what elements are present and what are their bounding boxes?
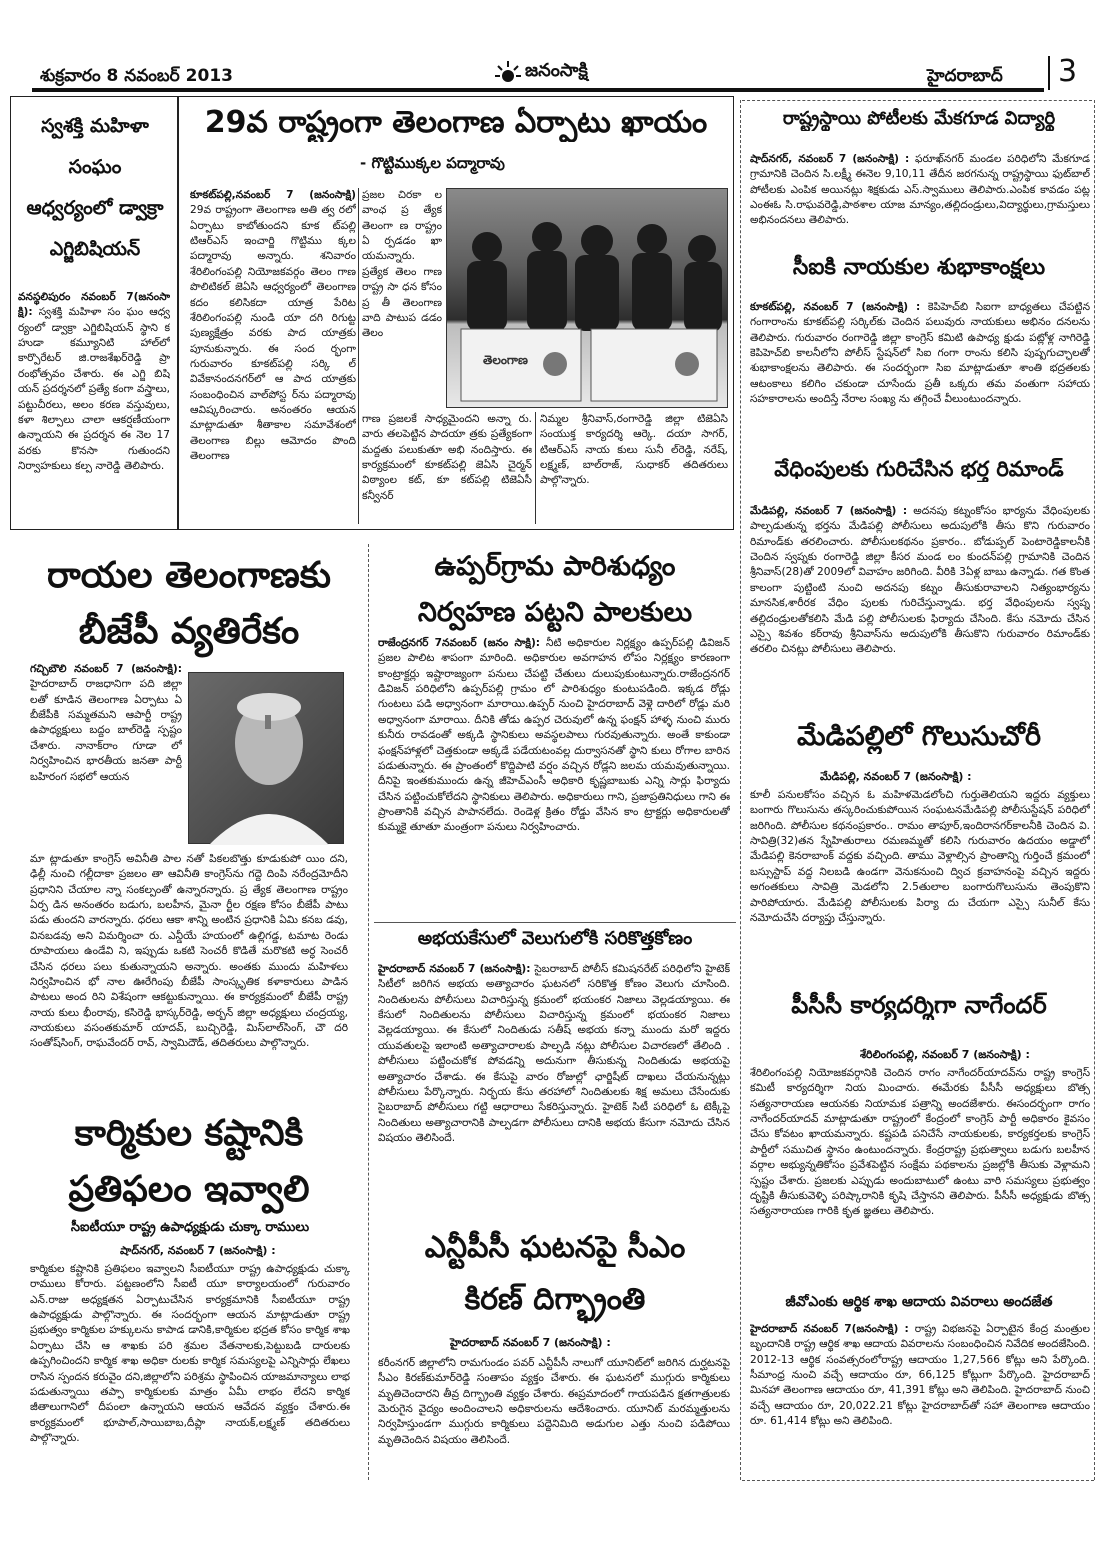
right-col-top-rule: [742, 100, 1092, 101]
telangana-byline: - గొట్టిముక్కల పద్మారావు: [360, 154, 505, 172]
rayala-narrow-text: హైదరాబాద్ రాజధానిగా పది జిల్లా లతో కూడిన తెలంగాణ ఏర్పాటు ఏ బీజేపీకి సమ్మతమని ఆపార్టీ రాష్ట్ర ఉపాధ్యక్షులు బద్దం బాల్‌రెడ్డి స్పష్టం చేశారు. నానాక్‌రాం గూడా లో నిర్వహించిన భారతీయ జనతా పార్టీ బహిరంగ సభలో ఆయన: [30, 678, 182, 783]
dwcra-headline: [14, 106, 176, 269]
uppar-headline-line1: ఉప్పర్‌గ్రామ పారిశుధ్యం: [434, 551, 676, 582]
sun-logo-icon: [495, 60, 521, 84]
uppar-dateline: రాజేంద్రనగర్ 7నవంబర్ (జనం సాక్షి):: [378, 637, 541, 649]
karmikula-subhead: సీఐటీయూ రాష్ట్ర ఉపాధ్యక్షుడు చుక్కా రాములు: [70, 1220, 310, 1235]
vedhimpulu-text: అదనపు కట్నంకోసం భార్యను వేధింపులకు పాల్పడుతున్న భర్తను మేడిపల్లి పోలీసులు అదుపులోకి తీసు కొని గురువారం రిమాండ్‌కు తరలించారు. పోలీసులకథనం ప్రకారం.. బోడుప్పల్ పెంటారెడ్డికాలనీకి చెందిన స్వప్నకు రంగారెడ్డి జిల్లా కీసర మండ లం కుందన్‌పల్లి గ్రామానికి చెందిన శ్రీనివాస్(28)తో 2009లో వివాహం జరిగింది. వీరికి 3ఏళ్ల బాబు ఉన్నాడు. గత కొంత కాలంగా పుట్టింటి నుంచి అదనపు కట్నం తీసుకురావాలని నిత్యంభార్యను మానసిక,శారీరక వేధిం పులకు గురిచేస్తున్నాడు. భర్త వేధింపులను స్వప్న తల్లిదండ్రులతోకలిసి మేడి పల్లి పోలీసులకు ఫిర్యాదు చేసింది. కేసు నమోదు చేసిన ఎస్సై శివశం కర్‌రావు శ్రీనివాస్‌ను అదుపులోకి తీసుకొని గురువారం రిమాండ్‌కు తరలిం చినట్లు పోలీసులు తెలిపారు.: [750, 505, 1090, 656]
page-number-divider: [1048, 56, 1050, 90]
paper-logo: [495, 58, 635, 86]
right-col-bottom-rule: [742, 1480, 1094, 1481]
ntpc-body: కరీంనగర్ జిల్లాలోని రామగుండం పవర్ ఎన్టీపీసీ నాలుగో యూనిట్‌లో జరిగిన దుర్ఘటనపై సీఎం కిరణ్‌కుమార్‌రెడ్డి సంతాపం వ్యక్తం చేశారు. ఈ ఘటనలో ముగ్గురు కార్మికులు మృతిచెందారని తీవ్ర దిగ్భ్రాంతి వ్యక్తం చేశారు. ఈప్రమాదంలో గాయపడిన క్షతగాత్రులకు మెరుగైన వైద్యం అందించాలని అధికారులను ఆదేశించారు. యూనిట్ మరమ్మత్తులను నిర్వహిస్తుండగా ముగ్గురు కార్మికులు పద్దెనిమిది అడుగుల ఎత్తు నుంచి పడిపోయి మృతిచెందిన విషయం తెలిసిందే.: [378, 1357, 730, 1446]
dwcra-text: స్వశక్తి మహిళా సం ఘం ఆధ్వ ర్యంలో డ్వాక్రా ఎగ్జిబిషియన్ స్థాని క హుడా కమ్యూనిటి హాల్‌లో కార్పొరేటర్ జి.రాజశేఖర్‌రెడ్డి ప్రా రంభోత్సవం చేశారు. ఈ ఎగ్జి బిషి యన్ ప్రదర్శనలో ప్రత్యే కంగా వస్త్రాలు, పట్టుచీరలు, అలం కరణ వస్తువులు, కళా శిల్పాలు చాలా ఆకర్షణీయంగా ఉన్నాయని ఈ ప్రదర్శన ఈ నెల 17 వరకు కొనసా గుతుందని నిర్వాహకులు కల్ప నారెడ్డి తెలిపారు.: [18, 306, 170, 472]
karmikula-headline-line2: ప్రతిఫలం ఇవ్వాలి: [68, 1168, 310, 1210]
portrait-icon: [189, 673, 345, 845]
rashtrasthayi-headline: రాష్ట్రస్థాయి పోటీలకు మేకగూడ విద్యార్థి: [782, 108, 1056, 129]
abhaya-body: [378, 962, 730, 1212]
seeki-headline: సీఐకి నాయకుల శుభాకాంక్షలు: [792, 255, 1046, 280]
right-col-right-rule: [1094, 100, 1095, 1480]
pcc-body: శేరిలింగంపల్లి నియోజకవర్గానికి చెందిన రాగం నాగేందర్‌యాదవ్‌ను రాష్ట్ర కాంగ్రెస్ కమిటీ కార్యదర్శిగా నియ మించారు. ఈమేరకు పీసీసీ అధ్యక్షులు బొత్స సత్యనారాయణ ఆయనకు నియామక పత్రాన్ని అందజేశారు. ఈసందర్భంగా రాగం నాగేందర్‌యాదవ్ మాట్లాడుతూ రాష్ట్రంలో కేంద్రంలో కాంగ్రెస్ పార్టీ అధికారం కైవసం చేసు కోవటం ఖాయమన్నారు. కష్టపడి పనిచేసే నాయకులకు, కార్యకర్తలకు కాంగ్రెస్ పార్టీలో సముచిత స్థానం ఉంటుందన్నారు. కేంద్రరాష్ట్ర ప్రభుత్వాలు బడుగు బలహీన వర్గాల అభ్యున్నతికోసం ప్రవేశపెట్టిన సంక్షేమ పథకాలను ప్రజల్లోకి తీసుకు వెళ్లామని స్పష్టం చేశారు. ప్రజలకు ఎప్పుడు అందుబాటులో ఉంటు వారి సమస్యలు ప్రభుత్వం దృష్టికి తీసుకువెళ్ళి పరిష్కారానికి కృషి చేస్తానని తెలిపారు. పీసీసీ అధ్యక్షుడు బొత్స సత్యనారాయణ గారికి కృత జ్ఞతలు తెలిపారు.: [750, 1067, 1090, 1218]
ntpc-headline: [374, 1222, 736, 1325]
karmikula-headline: [14, 1106, 364, 1218]
rayala-headline-line1: రాయల తెలంగాణకు: [46, 555, 331, 596]
vedhimpulu-body: [750, 504, 1090, 716]
telangana-col-rule-2: [535, 412, 536, 524]
paper-name: జనంసాక్షి: [525, 60, 588, 81]
vedhimpulu-headline: వేధింపులకు గురిచేసిన భర్త రిమాండ్: [774, 457, 1064, 481]
karmikula-dateline: షాద్‌నగర్, నవంబర్ 7 (జనంసాక్షి) :: [120, 1244, 276, 1257]
rashtrasthayi-text: ఫరూఖ్‌నగర్ మండల పరిధిలోని మేకగూడ గ్రామానికి చెందిన సి.లక్ష్మీ ఈనెల 9,10,11 తేదీన జరగనున్న రాష్ట్రస్థాయి ఫుట్‌బాల్ పోటీలకు ఎంపిక అయినట్లు శిక్షకుడు ఎస్.స్వాములు తెలిపారు.ఎంపిక కావడం పట్ల ఎంఈఓ సి.రాఘవరెడ్డి,పాఠశాల యాజ మాన్యం,తల్లిదండ్రులు,విద్యార్థులు,గ్రామస్తులు అభినందనలు తెలిపారు.: [750, 153, 1090, 227]
telangana-tail-col: గాణ ప్రజలకే సాధ్యమైందని అన్నా రు. వారు తలపెట్టిన పాదయా త్రకు ప్రత్యేకంగా మద్దతు పలుకుతూ అభి నందిస్తారు. ఈ కార్యక్రమంలో కూకట్‌పల్లి జెఏసి చైర్మన్ విఠ్యాంల కట్, కూ కట్‌పల్లి టిజెఏసీ కన్వీనర్: [362, 413, 532, 502]
group-people-icon: [447, 189, 729, 409]
geom-headline: జీవోఎంకు ఆర్థిక శాఖ ఆదాయ వివరాలు అందజేత: [785, 1294, 1053, 1310]
ntpc-dateline: హైదరాబాద్ నవంబర్ 7 (జనంసాక్షి) :: [450, 1336, 611, 1349]
rashtrasthayi-body: [750, 152, 1090, 244]
rayala-headline: [14, 548, 364, 660]
rashtrasthayi-dateline: షాద్‌నగర్, నవంబర్ 7 (జనంసాక్షి) :: [750, 153, 910, 165]
page-number: 3: [1058, 54, 1078, 89]
abhaya-headline: అభయకేసులో వెలుగులోకి సరికొత్తకోణం: [417, 928, 693, 949]
telangana-headline: 29వ రాష్ట్రంగా తెలంగాణ ఏర్పాటు ఖాయం: [204, 105, 708, 140]
rayala-body: మా ట్లాడుతూ కాంగ్రెస్ అవినీతి పాల నతో పికలబొత్తు కూడుకుపో యిం దని, ఢిల్లీ నుంచి గల్లీదాకా ప్రజలం తా ఆవినీతి కాంగ్రెస్‌ను గద్దె దింపి నరేంద్రమోదీని ప్రధానిని చేయాల న్నా సంకల్పంతో ఉన్నారన్నారు. ప్ర త్యేక తెలంగాణ రాష్ట్రం ఏర్ప డిన అనంతరం బడుగు, బలహీన, మైనా ర్టీల రక్షణ కోసం బీజేపీ పాటు పడు తుందని వారన్నారు. ధరలు ఆకా శాన్ని అంటిన ప్రధానికి ఏమి కనబ డవు, వినబడవు అని విమర్శించా రు. ఎన్డీయే హయంలో ఉల్లిగడ్డ, టమాట రెండు రూపాయలు ఉండేవి ని, ఇప్పుడు ఒకటి సెంచరీ కొడితే మరొకటి అర్ధ సెంచరీ చేసిన ధరలు పలు కుతున్నాయని అన్నారు. అంతకు ముందు మహిళలు నిర్వహించిన భో నాల ఊరేగింపు బీజేపీ సాంస్కృతిక కళాకారులు పాడిన పాటలు అంద రిని విశేషంగా ఆకట్టుకున్నాయి. ఈ కార్యక్రమంలో బీజేపీ రాష్ట్ర నాయ కులు భీంరావు, కసిరెడ్డి భాస్కర్‌రెడ్డి, అర్బన్ జిల్లా అధ్యక్షులు చంద్రయ్య, నాయకులు వసంతకుమార్ యాదవ్, బుచ్చిరెడ్డి, మిస్‌లాల్‌సింగ్, చౌ దరి సంతోష్‌సింగ్, రాఘవేందర్ రావ్, స్వామిదౌడ్, తదితరులు పాల్గొన్నారు.: [30, 853, 348, 1050]
rayala-headline-line2: బీజేపీ వ్యతిరేకం: [78, 610, 300, 652]
dwcra-body: [18, 290, 170, 525]
karmikula-headline-line1: కార్మికుల కష్టానికి: [74, 1113, 304, 1154]
karmikula-body: కార్మికుల కష్టానికి ప్రతిఫలం ఇవ్వాలని సీఐటీయూ రాష్ట్ర ఉపాధ్యక్షుడు చుక్కా రాములు కోరారు. పట్టణంలోని సీఐటీ యూ కార్యాలయంలో గురువారం ఎన్.రాజు అధ్యక్షతన ఏర్పాటుచేసిన కార్యక్రమానికి సీఐటీయూ రాష్ట్ర ఉపాధ్యక్షుడు పాల్గొన్నారు. ఈ సందర్భంగా ఆయన మాట్లాడుతూ రాష్ట్ర ప్రభుత్వం కార్మికుల హక్కులను కాపాడ డానికి,కార్మికుల భద్రత కోసం కార్మిక శాఖ ఏర్పాటు చేసి ఆ శాఖకు పరి శ్రమల వేతనాలకు,పెట్టుబడి దారులకు ఉప్పగించిందని కార్మిక శాఖ అధికా రులకు కార్మిక సమస్యలపై ఎన్నిసార్లు లేఖలు రాసిన స్పందన కరువైం దని,జిల్లాలోని పరిశ్రమ స్థాపించిన యాజమాన్యాలు లాభ పడుతున్నాయి తప్పా కార్మికులకు మాత్రం ఏమీ లాభం లేదని కార్మిక జీతాలుగానిలో దీపంలా ఉన్నాయని ఆయన ఆవేదన వ్యక్తం చేశారు.ఈ కార్యక్రమంలో భూపాల్,సాయిబాబ,దీప్లా నాయక్,లక్ష్మణ్ తదితరులు పాల్గొన్నారు.: [30, 1263, 350, 1444]
padyatra-poster-photo: [446, 188, 728, 408]
dwcra-headline-line4: ఎగ్జిబిషియన్: [49, 237, 141, 260]
geom-body: [750, 1322, 1090, 1478]
ntpc-headline-line1: ఎన్టీపీసీ ఘటనపై సీఎం: [424, 1230, 686, 1265]
dwcra-headline-line2: సంఘం: [68, 155, 122, 178]
telangana-col-rule: [358, 188, 359, 524]
uppar-body: [378, 636, 730, 918]
uppar-headline: [374, 544, 736, 637]
rayala-body-narrow: [30, 662, 182, 848]
rayala-dateline: గచ్చిబౌలి నవంబర్ 7 (జనంసాక్షి):: [30, 663, 182, 675]
uppar-bottom-rule: [374, 922, 736, 923]
dwcra-headline-line1: స్వశక్తి మహిళా: [41, 115, 149, 137]
masthead-rule: [32, 88, 1044, 92]
ntpc-headline-line2: కిరణ్ దిగ్భ్రాంతి: [464, 1281, 646, 1317]
seeki-body: [750, 300, 1090, 446]
pcc-headline: పీసీసీ కార్యదర్శిగా నాగేందర్: [791, 991, 1047, 1019]
city-name: హైదరాబాద్: [927, 66, 1003, 86]
geom-text: రాష్ట్ర విభజనపై ఏర్పాటైన కేంద్ర మంత్రుల బృందానికి రాష్ట్ర ఆర్థిక శాఖ ఆదాయ వివరాలను సంబంధించిన నివేదిక అందజేసింది. 2012-13 ఆర్థిక సంవత్సరంలోరాష్ట్ర ఆదాయం 1,27,566 కోట్లు అని పేర్కొంది. సీమాంధ్ర నుంచి వచ్చే ఆదాయం రూ, 66,125 కోట్లుగా పేర్కొంది. హైదరాబాద్ మినహా తెలంగాణ ఆదాయం రూ, 41,391 కోట్లు అని తెలిపింది. హైదరాబాద్ నుంచి వచ్చే ఆదాయం రూ, 20,022.21 కోట్లు హైదరాబాద్‌తో సహా తెలంగాణ ఆదాయం రూ. 61,414 కోట్లు అని తెలిపింది.: [750, 1323, 1090, 1428]
dwcra-headline-line3: ఆధ్వర్యంలో డ్వాక్రా: [26, 196, 164, 219]
dwcra-dateline: వనస్థలిపురం నవంబర్ 7(జనంసా క్షి):: [18, 291, 170, 319]
seeki-dateline: కూకట్‌పల్లి, నవంబర్ 7 (జనంసాక్షి) :: [750, 301, 921, 313]
uppar-text: నీటి అధికారుల నిర్లక్ష్యం ఉప్పర్‌పల్లి డివిజన్ ప్రజల పాలిట శాపంగా మారింది. అధికారుల అవగాహన లోపం నిర్లక్ష్యం కారణంగా కాంట్రాక్టర్లు ఇష్టారాజ్యంగా పనులు చేపట్టి చేతులు దులుపుకుంటున్నారు.రాజేంద్రనగర్ డివిజన్ పరిధిలోని ఉప్పర్‌పల్లి గ్రామం లో పారిశుధ్యం కుంటుపడింది. ఇక్కడ రోడ్లు గుంటలు పడి అధ్వానంగా మారాయి.ఉప్పర్ నుంచి హైదరాబాద్ వెళ్లె దారిలో రోడ్లు మరి అధ్వానంగా మారాయి. దీనికి తోడు ఉప్పర చెరువులో ఉన్న ఫంక్షన్ హాళ్ళ నుంచి మురు కునీరు రావడంతో అక్కడి స్థానికులు అవస్థలపాలు గురవుతున్నారు. అంతే కాకుండా ఫంక్షన్‌హాళ్లలో చెత్తకుండా అక్కడే పడేయటంవల్ల దుర్వాసనతో స్థాని కులు రోగాల బారిన పడుతున్నారు. ఈ ప్రాంతంలో కొద్దిపాటి వర్షం వచ్చిన రోడ్లని జలమ యమవుతున్నాయి. దీనిపై ఇంతకుముందు ఉన్న జీహెచ్ఎంసీ అధికారి కృష్ణబాబుకు ఎన్ని సార్లు ఫిర్యాదు చేసిన పట్టించుకోలేదని స్థానికులు తెలిపారు. అధికారులు గాని, ప్రజాప్రతినిధులు గాని ఈ ప్రాంతానికి వచ్చిన పాపానలేదు. రెండెళ్ల క్రితం రోడ్డు వేసిన కాం ట్రాక్టర్లు అధికారులతో కుమ్మకై తూతూ మంత్రంగా పనులు నిర్వహించారు.: [378, 637, 730, 834]
medipalli-headline: మేడిపల్లిలో గొలుసుచోరీ: [797, 721, 1041, 752]
abhaya-text: సైబరాబాద్ పోలీస్ కమిషనరేట్ పరిధిలోని హైటెక్ సిటీలో జరిగిన అభయ అత్యాచారం ఘటనలో సరికొత్త కోణం వెలుగు చూసింది. నిందితులను పోలీసులు విచారిస్తున్న క్రమంలో భయంకర నిజాలు వెల్లడయ్యాయి. ఈ కేసులో నిందితులను పోలీసులు విచారిస్తున్న క్రమంలో భయంకర నిజాలు వెల్లడయ్యాయి. ఈ కేసులో నిందితుడు సతీష్ అభయ కన్నా ముందు మరో ఇద్దరు యువతులపై ఇలాంటి అత్యాచారాలకు పాల్పడి నట్లు పోలీసుల విచారణలో తేలింది . పోలీసులు పట్టించుకోక పోవడన్ని అదునుగా తీసుకున్న నిందితుడు అభయపై అత్యాచారం చేశాడు. ఈ కేసుపై వారం రోజుల్లో ఛార్జిషీట్ దాఖలు చేయనున్నట్లు పోలీసులు పేర్కొన్నారు. నిర్భయ కేసు తరహాలో నిందితులకు శిక్ష అమలు చేసేందుకు సైబరాబాద్ పోలీసులు గట్టి ఆధారాలు సేకరిస్తున్నారు. హైటెక్ సిటీ పరిధిలో ఓ టెక్కీపై నిందితులు అత్యాచారానికి పాల్పడగా పోలీసులు దానికి అభయ కేసుగా నమోదు చేసిన విషయం తెలిసిందే.: [378, 963, 730, 1144]
abhaya-dateline: హైదరాబాద్ నవంబర్ 7 (జనంసాక్షి):: [378, 963, 531, 975]
telangana-col1-text: 29వ రాష్ట్రంగా తెలంగాణ అతి త్వ రలో ఏర్పాటు కాబోతుందని కూక ట్‌పల్లి టిఆర్ఎస్ ఇంచార్జి గొట్టిము క్కల పద్మారావు అన్నారు. శనివారం శేరిలింగంపల్లి నియోజకవర్గం తెలం గాణ పొలిటికల్ జెఏసి ఆధ్వర్యంలో తెలంగాణ కదం కలిసికదా యాత్ర పేరిట శేరిలింగంపల్లి నుండి యా దగి రిగుట్ట పుణ్యక్షేత్రం వరకు పాద యాత్రకు పూనుకున్నారు. ఈ సంద ర్భంగా గురువారం కూకట్‌పల్లి సర్కి ల్ వివేకానందనగర్‌లో ఆ పాద యాత్రకు సంబంధించిన వాల్‌పోస్ట ర్‌ను పద్మారావు ఆవిష్కరించారు. అనంతరం ఆయన మాట్లాడుతూ శీతాకాల సమావేశంలో తెలంగాణ బిల్లు ఆమోదం పొంది తెలంగాణ: [190, 204, 356, 463]
right-col-left-rule: [740, 100, 741, 1480]
telangana-dateline: కూకట్‌పల్లి,నవంబర్ 7 (జనంసాక్షి): [190, 189, 356, 201]
uppar-headline-line2: నిర్వహణ పట్టని పాలకులు: [417, 597, 693, 629]
geom-dateline: హైదరాబాద్ నవంబర్ 7(జనంసాక్షి) :: [750, 1323, 909, 1335]
issue-date: శుక్రవారం 8 నవంబర్ 2013: [40, 66, 233, 86]
pcc-dateline: శేరిలింగంపల్లి, నవంబర్ 7 (జనంసాక్షి) :: [860, 1048, 1030, 1061]
telangana-tail-col2: నిమ్మల శ్రీనివాస్,రంగారెడ్డి జిల్లా టిజెఏసి సంయుక్త కార్యదర్శి ఆర్కె. దయా సాగర్, టిఆర్ఎస్ నాయ కులు సునీ ల్‌రెడ్డి, నరేష్, లక్ష్మణ్, బాల్‌రాజ్, సుధాకర్ తదితరులు పాల్గొన్నారు.: [540, 413, 728, 487]
telangana-col1: [190, 188, 356, 524]
poster-caption: తెలంగాణ: [483, 353, 528, 367]
telangana-col2: ప్రజల చిరకా ల వాంఛ ప్ర త్యేక తెలంగా ణ రాష్ట్రం ఏ ర్పడడం ఖా యమన్నారు. ప్రత్యేక తెలం గాణ రాష్ట్ర సా ధన కోసం ప్ర తీ తెలంగాణ వాది పాటుప డడం తెలం: [362, 189, 442, 340]
bal-reddy-portrait-photo: [188, 672, 344, 844]
medipalli-body: కూలీ పనులకోసం వచ్చిన ఓ మహిళమెడలోంచి గుర్తుతెలియని ఇద్దరు వ్యక్తులు బంగారు గొలుసును తస్కరించుకుపోయిన సంఘటనమేడిపల్లి పోలీసుస్టేషన్ పరిధిలో జరిగింది. పోలీసుల కథనంప్రకారం.. రామం తాపూర్,ఇందిరానగర్‌కాలనీకి చెందిన వి. సావిత్రి(32)తన స్నేహితురాలు రమణమ్మతో కలిసి గురువారం ఉదయం అడ్డాలో మేడిపల్లి కెనరాబాంక్ వద్దకు వచ్చింది. తాము వెళ్లాల్సిన ప్రాంతాన్ని గుర్తించే క్రమంలో బస్సుస్టాప్ వద్ద నిలబడి ఉండగా వెనుకనుంచి ద్విచ క్రవాహనంపై వచ్చిన ఇద్దరు అగంతకులు సావిత్రి మెడలోని 2.5తులాల బంగారుగొలుసును తెంపుకొని పారిపోయారు. మేడిపల్లి పోలీసులకు పిర్యా దు చేయగా ఎస్సై సునీల్ కేసు నమోదుచేసి దర్యాప్తు చేస్తున్నారు.: [750, 789, 1090, 924]
seeki-text: కెపిహెచ్‌బి సిఐగా బాధ్యతలు చేపట్టిన గంగారాంను కూకట్‌పల్లి సర్కిల్‌కు చెందిన పలువురు నాయకులు అభినం దనలను తెలిపారు. గురువారం రంగారెడ్డి జిల్లా కాంగ్రెస్ కమిటి ఉపాధ్య క్షుడు పట్లోళ్ల నాగిరెడ్డి కెపిహెచ్‌బి కాలనీలోని పోలీస్ స్టేషన్‌లో సిఐ గంగా రాంను కలిసి పుష్పగుచ్ఛాలతో శుభాకాంక్షలను తెలిపారు. ఈ సందర్భంగా సిఐ మాట్లాడుతూ శాంతి భద్రతలకు ఆటంకాలు కలిగిం చకుండా చూసేందు ప్రతీ ఒక్కరు తమ వంతుగా సహాయ సహకారాలను అందిస్తే నేరాల సంఖ్య ను తగ్గించే వీలుంటుందన్నారు.: [750, 301, 1090, 406]
vedhimpulu-dateline: మేడిపల్లి, నవంబర్ 7 (జనంసాక్షి) :: [750, 505, 908, 517]
left-center-divider: [368, 544, 369, 1480]
medipalli-dateline: మేడిపల్లి, నవంబర్ 7 (జనంసాక్షి) :: [820, 770, 972, 783]
